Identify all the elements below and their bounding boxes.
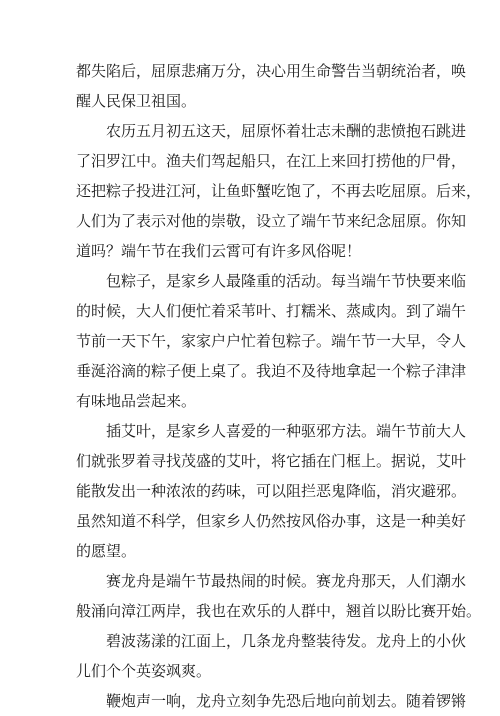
text-line: 还把粽子投进江河，让鱼虾蟹吃饱了，不再去吃屈原。后来， [76,182,482,200]
text-line: 们就张罗着寻找茂盛的艾叶，将它插在门框上。据说，艾叶 [76,452,467,470]
text-line: 醒人民保卫祖国。 [76,92,197,110]
text-line: 有味地品尝起来。 [76,392,197,410]
paragraph [76,566,482,626]
text-line: 农历五月初五这天，屈原怀着壮志未酬的悲愤抱石跳进 [106,122,467,140]
text-line: 都失陷后，屈原悲痛万分，决心用生命警告当朝统治者，唤 [76,62,467,80]
text-line: 人们为了表示对他的崇敬，设立了端午节来纪念屈原。你知 [76,212,467,230]
text-line: 插艾叶，是家乡人喜爱的一种驱邪方法。端午节前大人 [106,422,467,440]
text-line: 碧波荡漾的江面上，几条龙舟整装待发。龙舟上的小伙 [106,632,467,650]
paragraph [76,416,467,566]
text-line: 鞭炮声一响，龙舟立刻争先恐后地向前划去。随着锣锵 [106,692,467,710]
text-line: 了汨罗江中。渔夫们驾起船只，在江上来回打捞他的尸骨， [76,152,467,170]
text-line: 节前一天下午，家家户户忙着包粽子。端午节一大早，令人 [76,332,467,350]
body-text [76,56,482,716]
paragraph [76,116,482,266]
text-line: 包粽子，是家乡人最隆重的活动。每当端午节快要来临 [106,272,467,290]
text-line: 能散发出一种浓浓的药味，可以阻拦恶鬼降临，消灾避邪。 [76,482,467,500]
text-line: 般涌向漳江两岸，我也在欢乐的人群中，翘首以盼比赛开始。 [76,602,482,620]
paragraph [76,266,467,416]
text-line: 儿们个个英姿飒爽。 [76,662,212,680]
paragraph [76,686,467,716]
text-line: 的时候，大人们便忙着采苇叶、打糯米、蒸咸肉。到了端午 [76,302,467,320]
text-line: 赛龙舟是端午节最热闹的时候。赛龙舟那天，人们潮水 [106,572,467,590]
text-line: 虽然知道不科学，但家乡人仍然按风俗办事，这是一种美好 [76,512,467,530]
text-line: 道吗？端午节在我们云霄可有许多风俗呢！ [76,242,362,260]
text-line: 垂涎浴滴的粽子便上桌了。我迫不及待地拿起一个粽子津津 [76,362,467,380]
text-line: 的愿望。 [76,542,137,560]
paragraph [76,56,467,116]
paragraph [76,626,467,686]
